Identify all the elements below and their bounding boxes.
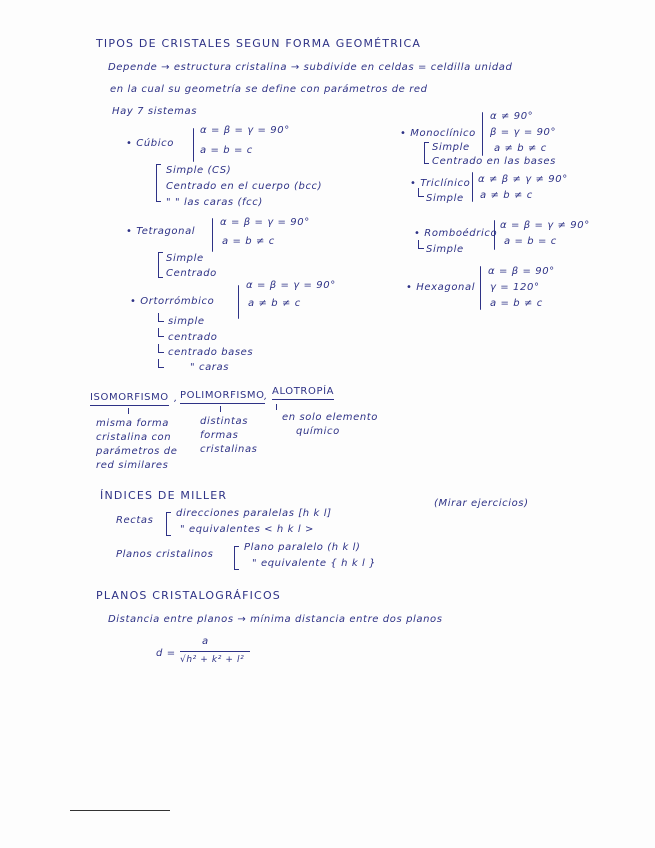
monoclinico-name: • Monoclínico xyxy=(400,128,476,139)
triclinico-cond-2: a ≠ b ≠ c xyxy=(480,190,533,201)
planos-line-1: Plano paralelo (h k l) xyxy=(244,542,361,553)
tetragonal-name: • Tetragonal xyxy=(126,226,196,237)
polimorfismo-term: POLIMORFISMO xyxy=(180,390,265,404)
triclinico-brace xyxy=(472,172,473,202)
isomorfismo-def-1: misma forma xyxy=(96,418,169,429)
monoclinico-cond-3: a ≠ b ≠ c xyxy=(494,143,547,154)
footer-rule xyxy=(70,810,170,811)
alotropia-def-1: en solo elemento xyxy=(282,412,379,423)
cubico-bracket xyxy=(156,164,161,202)
romboedrico-brace xyxy=(494,220,495,250)
triclinico-sub-1: Simple xyxy=(426,193,464,204)
tetragonal-sub-2: Centrado xyxy=(166,268,217,279)
hexagonal-cond-2: γ = 120° xyxy=(490,282,540,293)
planos-bracket xyxy=(234,546,239,570)
monoclinico-brace xyxy=(482,112,483,156)
tetragonal-sub-1: Simple xyxy=(166,253,204,264)
polimorfismo-def-2: formas xyxy=(200,430,239,441)
polimorfismo-def-3: cristalinas xyxy=(200,444,258,455)
planos-label: Planos cristalinos xyxy=(116,549,214,560)
isomorfismo-arrow xyxy=(128,408,129,414)
hexagonal-brace xyxy=(480,266,481,310)
ortorrombico-cond-1: α = β = γ = 90° xyxy=(246,280,336,291)
ortorrombico-sub-2: centrado xyxy=(168,332,218,343)
isomorfismo-def-2: cristalina con xyxy=(96,432,172,443)
cubico-sub-2: Centrado en el cuerpo (bcc) xyxy=(166,181,323,192)
planos-line-2: " equivalente { h k l } xyxy=(252,558,377,569)
ortorrombico-cond-2: a ≠ b ≠ c xyxy=(248,298,301,309)
monoclinico-cond-1: α ≠ 90° xyxy=(490,111,534,122)
tetragonal-cond-1: α = β = γ = 90° xyxy=(220,217,310,228)
alotropia-arrow xyxy=(276,404,277,410)
monoclinico-cond-2: β = γ = 90° xyxy=(490,127,557,138)
triclinico-name: • Triclínico xyxy=(410,178,471,189)
ortorrombico-tick-1 xyxy=(158,313,164,322)
tetragonal-cond-2: a = b ≠ c xyxy=(222,236,275,247)
isomorfismo-def-4: red similares xyxy=(96,460,169,471)
hexagonal-cond-1: α = β = 90° xyxy=(488,266,555,277)
intro-line-3: Hay 7 sistemas xyxy=(112,106,198,117)
isomorfismo-term: ISOMORFISMO xyxy=(90,392,169,406)
cubico-brace xyxy=(193,128,194,162)
polimorfismo-arrow xyxy=(220,406,221,412)
page-title: TIPOS DE CRISTALES SEGUN FORMA GEOMÉTRICA xyxy=(96,37,422,50)
term-separator-2: , xyxy=(264,391,268,402)
tetragonal-brace xyxy=(212,218,213,252)
ortorrombico-sub-3: centrado bases xyxy=(168,347,254,358)
romboedrico-cond-2: a = b = c xyxy=(504,236,557,247)
ortorrombico-sub-1: simple xyxy=(168,316,205,327)
alotropia-def-2: químico xyxy=(296,426,340,437)
ortorrombico-tick-2 xyxy=(158,328,164,337)
rectas-bracket xyxy=(166,512,171,536)
cubico-sub-3: " " las caras (fcc) xyxy=(166,197,263,208)
cubico-sub-1: Simple (CS) xyxy=(166,165,232,176)
tetragonal-bracket xyxy=(158,252,163,278)
rectas-line-1: direcciones paralelas [h k l] xyxy=(176,508,332,519)
cubico-cond-2: a = b = c xyxy=(200,145,253,156)
ortorrombico-tick-3 xyxy=(158,344,164,353)
isomorfismo-def-3: parámetros de xyxy=(96,446,178,457)
triclinico-cond-1: α ≠ β ≠ γ ≠ 90° xyxy=(478,174,568,185)
term-separator-1: , xyxy=(174,393,178,404)
romboedrico-sub-1: Simple xyxy=(426,244,464,255)
intro-line-2: en la cual su geometría se define con parámetros de red xyxy=(110,84,428,95)
formula-fraction-bar xyxy=(180,651,250,652)
ortorrombico-brace xyxy=(238,285,239,319)
distancia-definition: Distancia entre planos → mínima distancia entre dos planos xyxy=(108,614,443,625)
cubico-name: • Cúbico xyxy=(126,138,174,149)
polimorfismo-def-1: distintas xyxy=(200,416,249,427)
ortorrombico-tick-4 xyxy=(158,359,164,368)
rectas-line-2: " equivalentes < h k l > xyxy=(180,524,314,535)
rectas-label: Rectas xyxy=(116,515,154,526)
formula-denominator: √h² + k² + l² xyxy=(180,655,245,665)
cubico-cond-1: α = β = γ = 90° xyxy=(200,125,290,136)
planos-cristalograficos-heading: PLANOS CRISTALOGRÁFICOS xyxy=(96,589,281,602)
monoclinico-bracket xyxy=(424,142,429,164)
hexagonal-name: • Hexagonal xyxy=(406,282,476,293)
monoclinico-sub-2: Centrado en las bases xyxy=(432,156,556,167)
romboedrico-cond-1: α = β = γ ≠ 90° xyxy=(500,220,590,231)
romboedrico-tick xyxy=(418,240,424,249)
alotropia-term: ALOTROPÍA xyxy=(272,386,334,400)
formula-numerator: a xyxy=(202,636,209,647)
hexagonal-cond-3: a = b ≠ c xyxy=(490,298,543,309)
formula-lhs: d = xyxy=(156,648,176,659)
ortorrombico-name: • Ortorrómbico xyxy=(130,296,215,307)
intro-line-1: Depende → estructura cristalina → subdivide en celdas = celdilla unidad xyxy=(108,62,513,73)
ortorrombico-sub-4: " caras xyxy=(190,362,230,373)
romboedrico-name: • Romboédrico xyxy=(414,228,498,239)
miller-heading: ÍNDICES DE MILLER xyxy=(100,489,228,502)
miller-note: (Mirar ejercicios) xyxy=(434,498,529,509)
triclinico-tick xyxy=(418,188,424,197)
monoclinico-sub-1: Simple xyxy=(432,142,470,153)
